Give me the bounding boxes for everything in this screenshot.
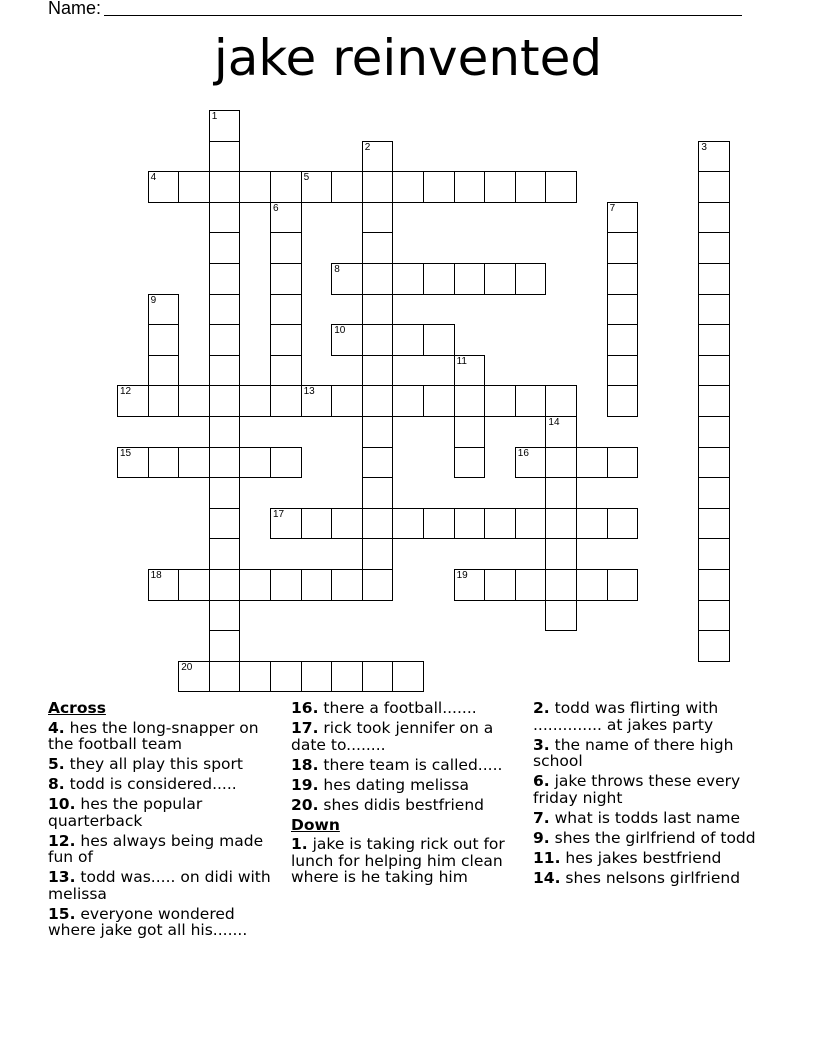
grid-cell[interactable] bbox=[270, 569, 302, 601]
clue-text: hes always being made fun of bbox=[48, 831, 264, 866]
grid-cell[interactable] bbox=[239, 447, 271, 479]
clue-number: 5. bbox=[48, 755, 65, 773]
grid-cell[interactable] bbox=[515, 508, 547, 540]
grid-cell[interactable] bbox=[454, 447, 486, 479]
grid-cell[interactable] bbox=[270, 171, 302, 203]
grid-cell[interactable] bbox=[148, 355, 180, 387]
grid-cell[interactable] bbox=[484, 385, 516, 417]
grid-cell[interactable] bbox=[270, 232, 302, 264]
clues-column-3 bbox=[533, 700, 773, 890]
grid-cell[interactable] bbox=[362, 569, 394, 601]
grid-cell[interactable] bbox=[607, 569, 639, 601]
clue-item bbox=[533, 850, 773, 867]
grid-cell[interactable] bbox=[209, 661, 241, 693]
grid-cell[interactable] bbox=[545, 385, 577, 417]
clue-number: 10. bbox=[48, 795, 76, 813]
grid-cell[interactable] bbox=[239, 385, 271, 417]
clue-item bbox=[291, 836, 525, 886]
grid-cell[interactable] bbox=[178, 385, 210, 417]
grid-cell[interactable] bbox=[698, 324, 730, 356]
grid-cell[interactable] bbox=[209, 600, 241, 632]
grid-cell[interactable] bbox=[148, 385, 180, 417]
down-clue-list bbox=[291, 836, 525, 886]
grid-cell[interactable] bbox=[423, 508, 455, 540]
grid-cell[interactable] bbox=[484, 508, 516, 540]
clue-number: 4. bbox=[48, 718, 65, 737]
grid-cell[interactable] bbox=[239, 171, 271, 203]
grid-cell[interactable] bbox=[545, 600, 577, 632]
clue-item bbox=[533, 737, 773, 770]
clue-number: 20. bbox=[291, 795, 319, 814]
cell-number: 11 bbox=[456, 355, 467, 367]
clue-item bbox=[291, 777, 525, 794]
grid-cell[interactable] bbox=[209, 416, 241, 448]
clue-text: hes the long-snapper on the football team bbox=[48, 718, 259, 753]
grid-cell[interactable] bbox=[545, 508, 577, 540]
grid-cell[interactable] bbox=[362, 263, 394, 295]
grid-cell[interactable] bbox=[423, 263, 455, 295]
clue-number: 13. bbox=[48, 868, 76, 886]
cell-number: 20 bbox=[181, 661, 193, 673]
grid-cell[interactable] bbox=[392, 508, 424, 540]
grid-cell[interactable] bbox=[484, 569, 516, 601]
clue-text: what is todds last name bbox=[549, 808, 741, 827]
grid-cell[interactable] bbox=[362, 171, 394, 203]
grid-cell[interactable] bbox=[423, 171, 455, 203]
grid-cell[interactable] bbox=[331, 569, 363, 601]
clue-item bbox=[533, 810, 773, 827]
clue-text: todd is considered..... bbox=[64, 775, 237, 793]
grid-cell[interactable] bbox=[607, 294, 639, 326]
grid-cell[interactable] bbox=[545, 477, 577, 509]
clue-number: 16. bbox=[291, 699, 319, 717]
grid-cell[interactable] bbox=[607, 508, 639, 540]
cell-number: 19 bbox=[456, 570, 468, 581]
clue-item bbox=[48, 796, 280, 829]
grid-cell[interactable] bbox=[698, 263, 730, 295]
grid-cell[interactable] bbox=[239, 661, 271, 693]
grid-cell[interactable] bbox=[301, 661, 333, 693]
clue-item bbox=[291, 757, 525, 774]
grid-cell[interactable] bbox=[270, 661, 302, 693]
grid-cell[interactable] bbox=[362, 355, 394, 387]
grid-cell[interactable] bbox=[362, 202, 394, 234]
grid-cell[interactable] bbox=[331, 171, 363, 203]
grid-cell[interactable] bbox=[209, 569, 241, 601]
clue-number: 12. bbox=[48, 831, 76, 850]
grid-cell[interactable] bbox=[454, 263, 486, 295]
grid-cell[interactable] bbox=[576, 447, 608, 479]
grid-cell[interactable] bbox=[239, 569, 271, 601]
clue-text: shes didis bestfriend bbox=[318, 795, 484, 814]
grid-cell[interactable] bbox=[362, 477, 394, 509]
cell-number: 6 bbox=[273, 202, 279, 214]
clue-text: todd was flirting with .............. at jakes party bbox=[533, 699, 719, 734]
clue-item bbox=[291, 700, 525, 717]
grid-cell[interactable] bbox=[270, 294, 302, 326]
grid-cell[interactable] bbox=[607, 385, 639, 417]
clue-text: they all play this sport bbox=[64, 755, 243, 773]
clue-number: 15. bbox=[48, 904, 76, 923]
clue-number: 14. bbox=[533, 868, 561, 887]
grid-cell[interactable] bbox=[698, 171, 730, 203]
clue-text: hes jakes bestfriend bbox=[560, 848, 722, 867]
grid-cell[interactable] bbox=[454, 171, 486, 203]
clue-item bbox=[48, 869, 280, 902]
clue-text: rick took jennifer on a date to........ bbox=[291, 719, 494, 754]
cell-number: 16 bbox=[517, 447, 529, 459]
clue-number: 11. bbox=[533, 848, 561, 867]
clue-text: jake throws these every friday night bbox=[533, 772, 741, 807]
clue-text: shes nelsons girlfriend bbox=[560, 868, 741, 887]
grid-cell[interactable] bbox=[484, 171, 516, 203]
grid-cell[interactable] bbox=[454, 385, 486, 417]
grid-cell[interactable] bbox=[209, 171, 241, 203]
grid-cell[interactable] bbox=[698, 416, 730, 448]
grid-cell[interactable] bbox=[362, 232, 394, 264]
grid-cell[interactable] bbox=[362, 508, 394, 540]
grid-cell[interactable] bbox=[331, 385, 363, 417]
grid-cell[interactable] bbox=[698, 294, 730, 326]
grid-cell[interactable] bbox=[698, 508, 730, 540]
grid-cell[interactable] bbox=[178, 569, 210, 601]
clue-text: the name of there high school bbox=[533, 735, 734, 770]
cell-number: 18 bbox=[150, 570, 162, 581]
cell-number: 15 bbox=[120, 447, 132, 459]
cell-number: 12 bbox=[120, 386, 132, 398]
grid-cell[interactable] bbox=[392, 385, 424, 417]
grid-cell[interactable] bbox=[270, 263, 302, 295]
cell-number: 3 bbox=[701, 141, 707, 153]
grid-cell[interactable] bbox=[423, 324, 455, 356]
grid-cell[interactable] bbox=[698, 447, 730, 479]
clue-text: todd was..... on didi with melissa bbox=[48, 868, 271, 903]
grid-cell[interactable] bbox=[392, 263, 424, 295]
grid-cell[interactable] bbox=[209, 385, 241, 417]
clue-number: 3. bbox=[533, 735, 550, 754]
grid-cell[interactable] bbox=[423, 385, 455, 417]
grid-cell[interactable] bbox=[515, 385, 547, 417]
clues-column-2 bbox=[291, 700, 525, 889]
grid-cell[interactable] bbox=[545, 569, 577, 601]
clue-item bbox=[48, 720, 280, 753]
grid-cell[interactable] bbox=[148, 324, 180, 356]
clue-number: 9. bbox=[533, 828, 550, 847]
cell-number: 1 bbox=[211, 111, 218, 122]
grid-cell[interactable] bbox=[515, 569, 547, 601]
grid-cell[interactable] bbox=[209, 324, 241, 356]
grid-cell[interactable] bbox=[576, 508, 608, 540]
grid-cell[interactable] bbox=[698, 600, 730, 632]
clue-text: everyone wondered where jake got all his....... bbox=[48, 904, 248, 939]
grid-cell[interactable] bbox=[484, 263, 516, 295]
grid-cell[interactable] bbox=[209, 508, 241, 540]
clue-item bbox=[291, 797, 525, 814]
across-clue-list bbox=[48, 720, 280, 939]
grid-cell[interactable] bbox=[301, 508, 333, 540]
across-clue-list-continued bbox=[291, 700, 525, 813]
grid-cell[interactable] bbox=[362, 385, 394, 417]
grid-cell[interactable] bbox=[270, 324, 302, 356]
grid-cell[interactable] bbox=[607, 263, 639, 295]
clue-item bbox=[533, 870, 773, 887]
clue-number: 7. bbox=[533, 808, 550, 827]
grid-cell[interactable] bbox=[392, 324, 424, 356]
grid-cell[interactable] bbox=[362, 661, 394, 693]
grid-cell[interactable] bbox=[331, 508, 363, 540]
grid-cell[interactable] bbox=[362, 447, 394, 479]
grid-cell[interactable] bbox=[545, 447, 577, 479]
grid-cell[interactable] bbox=[362, 538, 394, 570]
grid-cell[interactable] bbox=[698, 202, 730, 234]
clue-number: 8. bbox=[48, 775, 65, 793]
grid-cell[interactable] bbox=[698, 232, 730, 264]
grid-cell[interactable] bbox=[698, 569, 730, 601]
grid-cell[interactable] bbox=[209, 355, 241, 387]
clue-text: shes the girlfriend of todd bbox=[549, 828, 756, 847]
clue-item bbox=[533, 830, 773, 847]
down-clue-list-continued bbox=[533, 700, 773, 886]
grid-cell[interactable] bbox=[270, 385, 302, 417]
grid-cell[interactable] bbox=[209, 141, 241, 173]
clue-text: hes dating melissa bbox=[318, 775, 469, 794]
grid-cell[interactable] bbox=[576, 569, 608, 601]
cell-number: 2 bbox=[364, 141, 371, 153]
grid-cell[interactable] bbox=[392, 661, 424, 693]
grid-cell[interactable] bbox=[454, 416, 486, 448]
clue-number: 17. bbox=[291, 719, 319, 737]
clue-number: 18. bbox=[291, 755, 319, 774]
name-label: Name: bbox=[48, 0, 102, 18]
grid-cell[interactable] bbox=[209, 263, 241, 295]
clue-item bbox=[533, 700, 773, 733]
clue-number: 1. bbox=[291, 835, 308, 853]
grid-cell[interactable] bbox=[362, 324, 394, 356]
clues-column-1 bbox=[48, 700, 280, 942]
grid-cell[interactable] bbox=[209, 294, 241, 326]
clue-item bbox=[291, 720, 525, 753]
grid-cell[interactable] bbox=[698, 538, 730, 570]
grid-cell[interactable] bbox=[607, 324, 639, 356]
grid-cell[interactable] bbox=[301, 569, 333, 601]
grid-cell[interactable] bbox=[698, 355, 730, 387]
grid-cell[interactable] bbox=[178, 171, 210, 203]
grid-cell[interactable] bbox=[270, 447, 302, 479]
cell-number: 4 bbox=[150, 172, 157, 184]
clue-item bbox=[48, 906, 280, 939]
cell-number: 5 bbox=[303, 172, 310, 184]
grid-cell[interactable] bbox=[607, 232, 639, 264]
clue-text: hes the popular quarterback bbox=[48, 795, 203, 830]
clue-number: 6. bbox=[533, 772, 550, 790]
grid-cell[interactable] bbox=[331, 661, 363, 693]
grid-cell[interactable] bbox=[698, 477, 730, 509]
clue-item bbox=[48, 756, 280, 773]
grid-cell[interactable] bbox=[362, 416, 394, 448]
clue-text: there team is called..... bbox=[318, 755, 503, 774]
clue-number: 2. bbox=[533, 699, 550, 717]
across-heading: Across bbox=[48, 699, 106, 717]
cell-number: 17 bbox=[273, 508, 285, 520]
grid-cell[interactable] bbox=[209, 202, 241, 234]
cell-number: 7 bbox=[609, 202, 616, 214]
grid-cell[interactable] bbox=[362, 294, 394, 326]
cell-number: 13 bbox=[303, 386, 315, 398]
grid-cell[interactable] bbox=[209, 477, 241, 509]
clue-text: there a football....... bbox=[318, 699, 477, 717]
grid-cell[interactable] bbox=[515, 171, 547, 203]
grid-cell[interactable] bbox=[148, 447, 180, 479]
grid-cell[interactable] bbox=[607, 447, 639, 479]
grid-cell[interactable] bbox=[545, 171, 577, 203]
grid-cell[interactable] bbox=[545, 538, 577, 570]
puzzle-title: jake reinvented bbox=[213, 29, 603, 87]
cell-number: 10 bbox=[334, 325, 346, 337]
down-heading: Down bbox=[291, 815, 340, 834]
clue-item bbox=[533, 773, 773, 806]
clue-item bbox=[48, 833, 280, 866]
grid-cell[interactable] bbox=[270, 355, 302, 387]
clue-item bbox=[48, 776, 280, 793]
grid-cell[interactable] bbox=[454, 508, 486, 540]
cell-number: 9 bbox=[150, 294, 157, 306]
grid-cell[interactable] bbox=[698, 630, 730, 662]
grid-cell[interactable] bbox=[698, 385, 730, 417]
grid-cell[interactable] bbox=[209, 232, 241, 264]
grid-cell[interactable] bbox=[209, 630, 241, 662]
grid-cell[interactable] bbox=[392, 171, 424, 203]
grid-cell[interactable] bbox=[209, 538, 241, 570]
grid-cell[interactable] bbox=[607, 355, 639, 387]
grid-cell[interactable] bbox=[515, 263, 547, 295]
clue-number: 19. bbox=[291, 775, 319, 794]
cell-number: 8 bbox=[334, 264, 340, 275]
grid-cell[interactable] bbox=[209, 447, 241, 479]
cell-number: 14 bbox=[548, 417, 560, 428]
grid-cell[interactable] bbox=[178, 447, 210, 479]
clue-text: jake is taking rick out for lunch for helping him clean where is he taking him bbox=[291, 835, 505, 886]
